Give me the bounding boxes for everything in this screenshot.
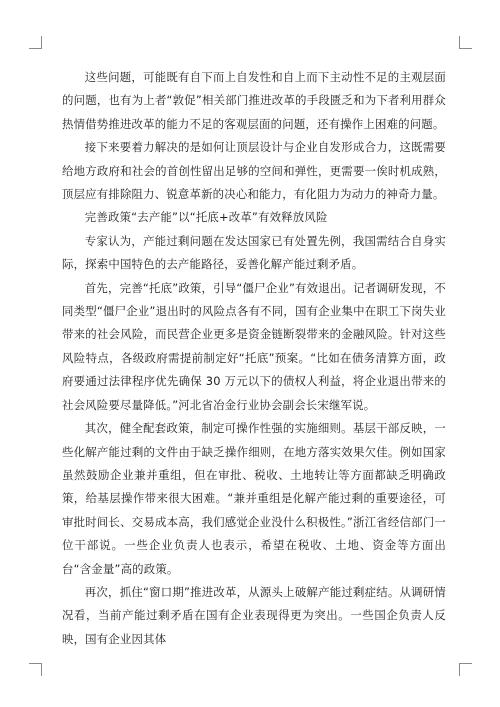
paragraph-third: 再次，抓住“窗口期”推进改革，从源头上破解产能过剩症结。从调研情况看，当前产能过剩矛盾在国有企业表现得更为突出。一些国企负责人反映，国有企业因其体 xyxy=(62,584,446,646)
crop-mark-top-right xyxy=(459,36,472,49)
paragraph-experts: 专家认为，产能过剩问题在发达国家已有处置先例，我国需结合自身实际，探索中国特色的去产能路径，妥善化解产能过剩矛盾。 xyxy=(62,233,446,272)
paragraph-problems: 这些问题，可能既有自下而上自发性和自上而下主动性不足的主观层面的问题，也有为上者“敦促”相关部门推进改革的手段匮乏和为下者利用群众热情借势推进改革的能力不足的客观层面的问题，还有操作上困难的问题。 xyxy=(62,70,446,131)
crop-mark-top-left xyxy=(29,36,42,49)
section-subheading: 完善政策“去产能”以“托底+改革”有效释放风险 xyxy=(84,210,328,225)
document-body xyxy=(62,66,446,651)
crop-mark-bottom-right xyxy=(459,663,472,676)
crop-mark-bottom-left xyxy=(29,663,42,676)
paragraph-next-steps: 接下来要着力解决的是如何让顶层设计与企业自发形成合力，这既需要给地方政府和社会的首创性留出足够的空间和弹性，更需要一俟时机成熟，顶层应有排除阻力、锐意革新的决心和能力，有化阻力为动力的神奇力量。 xyxy=(62,140,446,202)
paragraph-second: 其次，健全配套政策，制定可操作性强的实施细则。基层干部反映，一些化解产能过剩的文件由于缺乏操作细则，在地方落实效果欠佳。例如国家虽然鼓励企业兼并重组，但在审批、税收、土地转让等方面都缺乏明确政策，给基层操作带来很大困难。“兼并重组是化解产能过剩的重要途径，可审批时间长、交易成本高，我们感觉企业没什么积极性。”浙江省经信部门一位干部说。一些企业负责人也表示，希望在税收、土地、资金等方面出台“含金量”高的政策。 xyxy=(62,421,446,576)
paragraph-first: 首先，完善“托底”政策，引导“僵尸企业”有效退出。记者调研发现，不同类型“僵尸企业”退出时的风险点各有不同，国有企业集中在职工下岗失业带来的社会风险，而民营企业更多是资金链断裂带来的金融风险。针对这些风险特点，各级政府需提前制定好“托底”预案。“比如在债务清算方面，政府要通过法律程序优先确保 30 万元以下的债权人利益，将企业退出带来的社会风险要尽量降低。”河北省冶金行业协会副会长宋继军说。 xyxy=(62,280,446,412)
